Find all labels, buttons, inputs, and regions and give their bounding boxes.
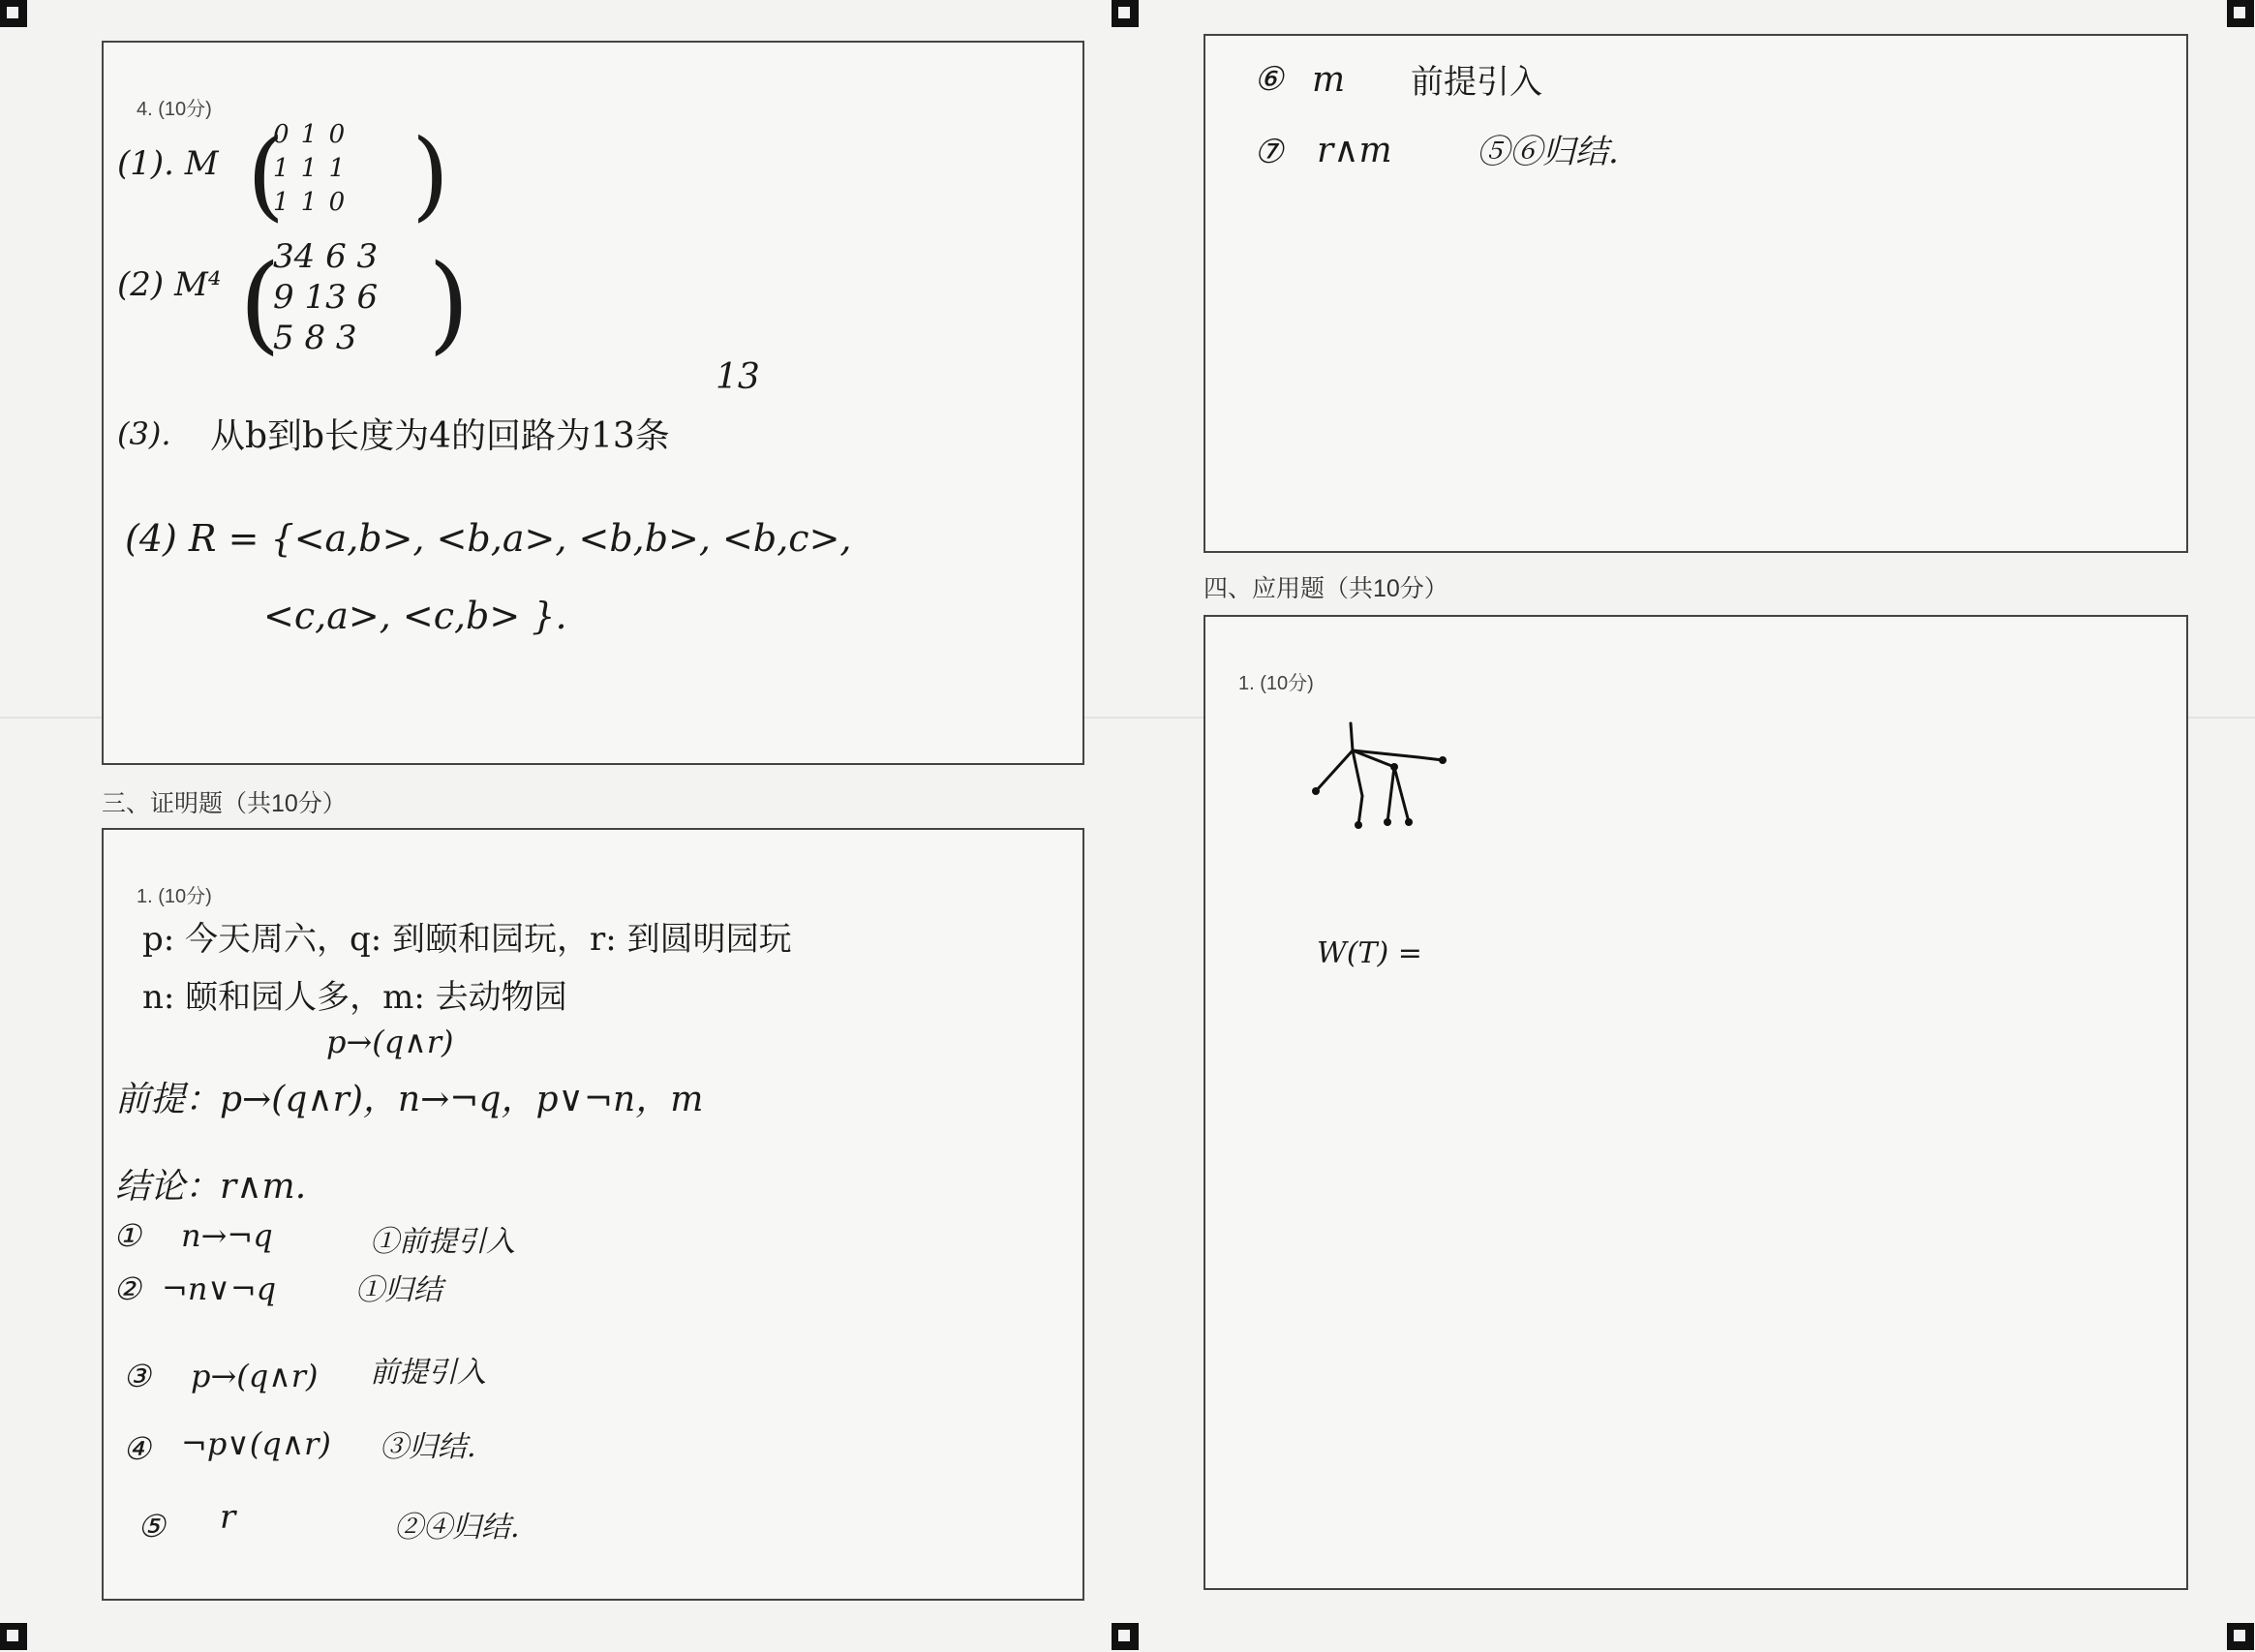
premise-insertion: p→(q∧r) xyxy=(326,1024,454,1060)
question-label: 4. (10分) xyxy=(137,99,212,120)
proposition-definitions: n: 颐和园人多，m: 去动物园 xyxy=(142,978,567,1017)
answer-box-application xyxy=(1204,615,2188,1590)
question-label: 1. (10分) xyxy=(1238,673,1314,694)
matrix-row: 1 1 0 xyxy=(273,188,348,217)
step-number: ④ xyxy=(123,1430,151,1467)
step-expression: r∧m xyxy=(1317,131,1392,170)
relation-line-2: <c,a>, <c,b> }. xyxy=(263,595,567,637)
answer-box-proof-continued xyxy=(1204,34,2188,553)
matrix-row: 5 8 3 xyxy=(273,319,357,357)
proposition-definitions: p: 今天周六，q: 到颐和园玩，r: 到圆明园玩 xyxy=(142,920,792,959)
corner-marker-bottom-center xyxy=(1112,1623,1139,1650)
step-expression: n→¬q xyxy=(181,1217,273,1254)
premises-line: 前提：p→(q∧r)，n→¬q，p∨¬n，m xyxy=(115,1080,704,1119)
matrix-left-paren: ( xyxy=(247,118,286,231)
answer-box-q4 xyxy=(102,41,1084,765)
step-number: ⑥ xyxy=(1254,60,1284,99)
step-reason: 前提引入 xyxy=(370,1356,486,1390)
step-number: ① xyxy=(113,1217,141,1254)
step-number: ③ xyxy=(123,1358,151,1394)
insertion-mark: 13 xyxy=(716,357,760,397)
matrix-row: 34 6 3 xyxy=(273,237,379,276)
step-expression: p→(q∧r) xyxy=(191,1358,319,1394)
corner-marker-bottom-right xyxy=(2227,1623,2254,1650)
step-reason: 前提引入 xyxy=(1411,63,1542,102)
step-expression: ¬p∨(q∧r) xyxy=(181,1425,331,1462)
matrix-row: 1 1 1 xyxy=(273,154,348,183)
step-number: ⑤ xyxy=(137,1508,166,1545)
corner-marker-bottom-left xyxy=(0,1623,27,1650)
corner-marker-top-left xyxy=(0,0,27,27)
relation-line-1: (4) R = {<a,b>, <b,a>, <b,b>, <b,c>, xyxy=(125,517,852,560)
part3-number: (3). xyxy=(117,415,171,452)
matrix-left-paren: ( xyxy=(239,241,281,365)
section-title-proof: 三、证明题（共10分） xyxy=(102,790,347,817)
step-expression: ¬n∨¬q xyxy=(162,1270,277,1307)
matrix-right-paren: ) xyxy=(411,118,450,231)
step-reason: ②④归结. xyxy=(394,1511,520,1545)
question-label: 1. (10分) xyxy=(137,886,212,907)
matrix-m4-label: (2) M⁴ xyxy=(117,265,222,304)
matrix-row: 9 13 6 xyxy=(273,278,379,317)
step-number: ⑦ xyxy=(1254,133,1284,171)
matrix-row: 0 1 0 xyxy=(273,120,348,149)
step-number: ② xyxy=(113,1270,141,1307)
step-reason: ⑤⑥归结. xyxy=(1477,133,1619,171)
step-reason: ①归结 xyxy=(355,1273,442,1307)
weight-formula: W(T) = xyxy=(1317,936,1422,970)
conclusion-line: 结论：r∧m. xyxy=(115,1167,307,1207)
matrix-right-paren: ) xyxy=(428,241,470,365)
step-reason: ①前提引入 xyxy=(370,1225,515,1259)
part3-answer: 从b到b长度为4的回路为13条 xyxy=(210,416,670,456)
step-expression: m xyxy=(1312,60,1346,100)
matrix-m-label: (1). M xyxy=(117,144,219,183)
section-title-application: 四、应用题（共10分） xyxy=(1204,575,1448,602)
corner-marker-top-right xyxy=(2227,0,2254,27)
tree-diagram xyxy=(1302,714,1477,840)
answer-box-proof xyxy=(102,828,1084,1601)
step-reason: ③归结. xyxy=(380,1430,476,1464)
corner-marker-top-center xyxy=(1112,0,1139,27)
step-expression: r xyxy=(220,1498,236,1537)
